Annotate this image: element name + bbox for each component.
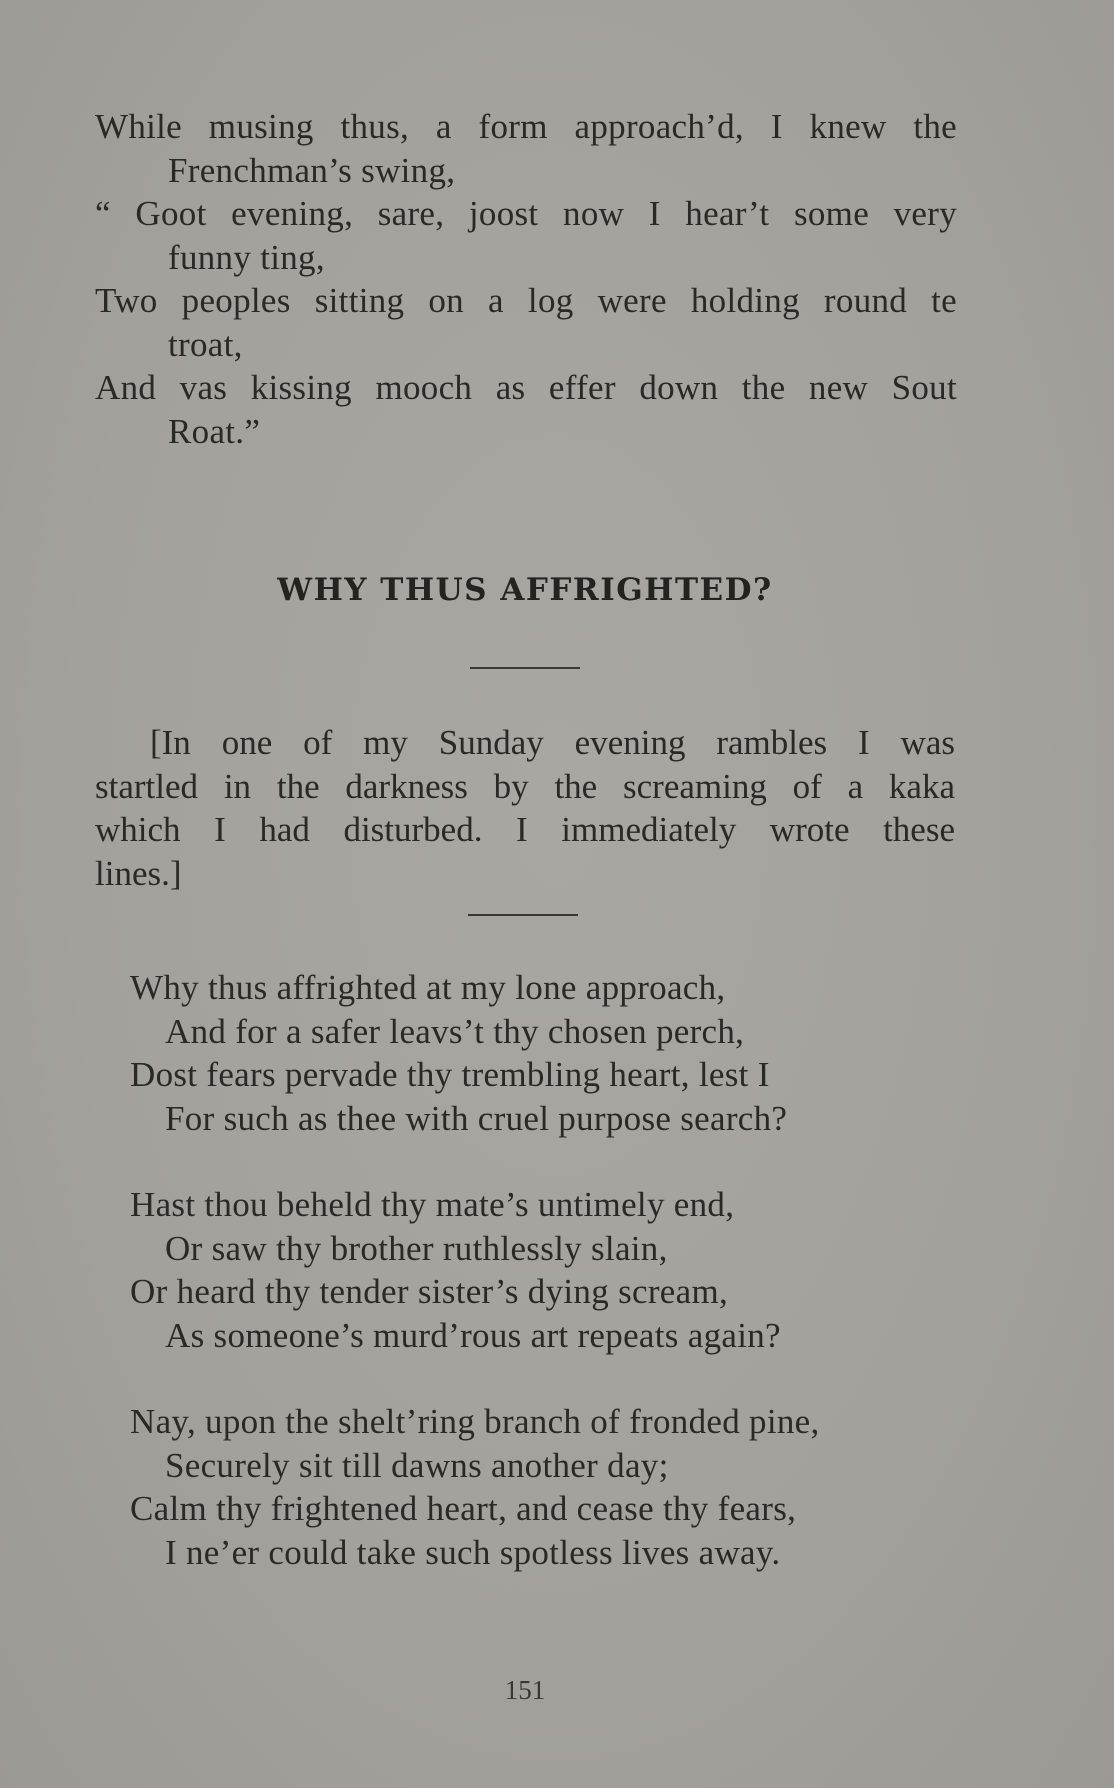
intro-divider: [468, 914, 578, 916]
verse-line-continuation: Frenchman’s swing,: [168, 150, 456, 190]
intro-note: [95, 721, 955, 895]
intro-line: lines.]: [95, 853, 182, 893]
title-divider: [470, 667, 580, 669]
verse-line-continuation: Roat.”: [168, 411, 261, 451]
verse-line: Two peoples sitting on a log were holding round te: [95, 281, 957, 320]
poem-stanza-2: [130, 1183, 930, 1357]
verse-line-indented: As someone’s murd’rous art repeats again?: [165, 1315, 781, 1355]
verse-line-continuation: funny ting,: [168, 237, 325, 277]
poem-title: WHY THUS AFFRIGHTED?: [277, 572, 773, 608]
verse-line: Why thus affrighted at my lone approach,: [130, 968, 726, 1007]
verse-line: “ Goot evening, sare, joost now I hear’t some very: [95, 194, 957, 233]
verse-line: Or heard thy tender sister’s dying scream,: [130, 1272, 729, 1311]
page-number: 151: [504, 1675, 546, 1705]
verse-line-indented: For such as thee with cruel purpose search?: [165, 1098, 788, 1138]
intro-line: startled in the darkness by the screaming of a kaka: [95, 766, 955, 806]
verse-line-continuation: troat,: [168, 324, 243, 364]
top-stanza: [95, 105, 957, 453]
verse-line-indented: Securely sit till dawns another day;: [165, 1445, 669, 1485]
verse-line: And vas kissing mooch as effer down the new Sout: [95, 368, 957, 407]
verse-line: Dost fears pervade thy trembling heart, lest I: [130, 1055, 770, 1094]
intro-line: [In one of my Sunday evening rambles I was: [150, 723, 955, 762]
poem-stanza-1: [130, 966, 930, 1140]
poem-stanza-3: [130, 1400, 930, 1574]
verse-line: Nay, upon the shelt’ring branch of fronded pine,: [130, 1402, 820, 1441]
verse-line: Hast thou beheld thy mate’s untimely end,: [130, 1185, 735, 1224]
verse-line: While musing thus, a form approach’d, I knew the: [95, 107, 957, 146]
verse-line-indented: I ne’er could take such spotless lives away.: [165, 1532, 781, 1572]
verse-line-indented: And for a safer leavs’t thy chosen perch,: [165, 1011, 745, 1051]
verse-line: Calm thy frightened heart, and cease thy fears,: [130, 1489, 797, 1528]
intro-line: which I had disturbed. I immediately wrote these: [95, 810, 955, 849]
verse-line-indented: Or saw thy brother ruthlessly slain,: [165, 1228, 668, 1268]
